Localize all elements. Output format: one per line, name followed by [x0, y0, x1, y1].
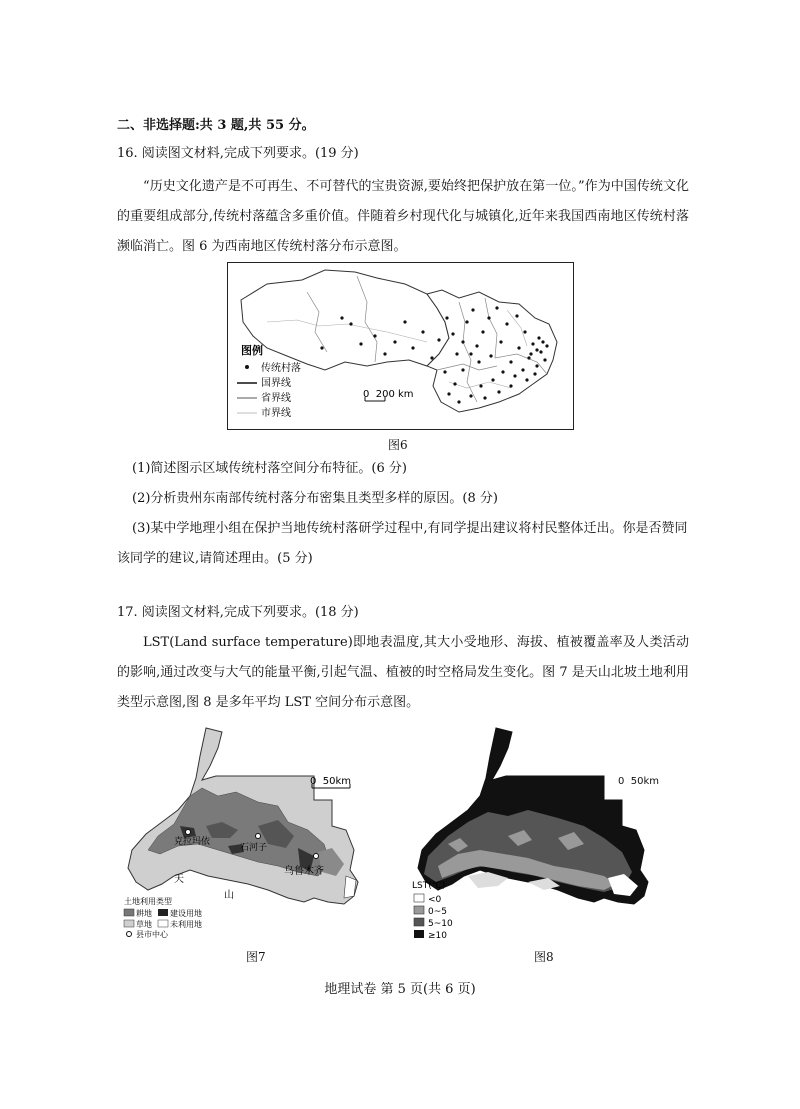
fig8-legend-0-5: 0~5 [428, 907, 447, 917]
fig7-scale: 0 50km [310, 776, 351, 787]
fig6-legend-title: 图例 [241, 344, 263, 357]
q16-sub3: (3)某中学地理小组在保护当地传统村落研学过程中,有同学提出建议将村民整体迁出。你是否赞同该同学的建议,请简述理由。(5 分) [117, 521, 688, 566]
fig8-legend-lt0: <0 [428, 895, 442, 905]
fig8-map [408, 726, 678, 944]
fig7-legend-unused: 未利用地 [170, 920, 202, 929]
fig8-scale: 0 50km [618, 776, 659, 787]
fig8-caption: 图8 [534, 950, 554, 964]
fig7-legend-farmland: 耕地 [136, 909, 152, 918]
fig6-legend-dot-icon [245, 365, 249, 369]
q16-heading: 16. 阅读图文材料,完成下列要求。(19 分) [117, 146, 359, 161]
fig7-legend-title: 土地利用类型 [124, 897, 172, 906]
fig8-legend-ge10: ≥10 [428, 931, 447, 941]
fig7-legend-city: 县市中心 [136, 930, 168, 939]
fig7-label-urumqi: 乌鲁木齐 [284, 866, 324, 877]
fig6-legend-village: 传统村落 [261, 363, 301, 374]
city-center-icon [127, 932, 132, 937]
section-title: 二、非选择题:共 3 题,共 55 分。 [117, 118, 315, 133]
fig8-legend-title: LST(℃) [412, 881, 446, 891]
fig7-label-shihezi: 石河子 [240, 843, 268, 853]
fig6-caption: 图6 [388, 438, 408, 452]
page-footer: 地理试卷 第 5 页(共 6 页) [324, 982, 476, 997]
fig7-legend-construction: 建设用地 [170, 909, 202, 918]
q16-sub2: (2)分析贵州东南部传统村落分布密集且类型多样的原因。(8 分) [132, 491, 498, 506]
fig8-legend-5-10: 5~10 [428, 919, 453, 929]
fig6-legend-city: 市界线 [261, 408, 291, 419]
fig7-label-shan: 山 [224, 890, 234, 901]
q17-heading: 17. 阅读图文材料,完成下列要求。(18 分) [117, 605, 359, 620]
fig6-legend-national: 国界线 [261, 378, 291, 389]
q16-material [117, 172, 689, 262]
fig7-caption: 图7 [246, 950, 266, 964]
q17-material [117, 628, 689, 718]
q16-material-text: “历史文化遗产是不可再生、不可替代的宝贵资源,要始终把保护放在第一位。”作为中国传统文化的重要组成部分,传统村落蕴含多重价值。伴随着乡村现代化与城镇化,近年来我国西南地区传统村落濒临消亡。图 6 为西南地区传统村落分布示意图。 [117, 179, 689, 254]
q16-sub1: (1)简述图示区域传统村落空间分布特征。(6 分) [132, 461, 407, 476]
fig7-legend-grassland: 草地 [136, 920, 152, 929]
q17-material-text: LST(Land surface temperature)即地表温度,其大小受地形、海拔、植被覆盖率及人类活动的影响,通过改变与大气的能量平衡,引起气温、植被的时空格局发生变化。图 7 是天山北坡土地利用类型示意图,图 8 是多年平均 LST 空间分布示意图。 [117, 635, 689, 710]
fig6-map [227, 262, 574, 430]
fig6-scale: 0 200 km [363, 389, 414, 400]
fig7-map [118, 726, 378, 944]
fig7-label-karamay: 克拉玛依 [174, 837, 211, 847]
fig6-legend-province: 省界线 [261, 393, 291, 404]
fig7-label-tian: 天 [174, 874, 184, 885]
